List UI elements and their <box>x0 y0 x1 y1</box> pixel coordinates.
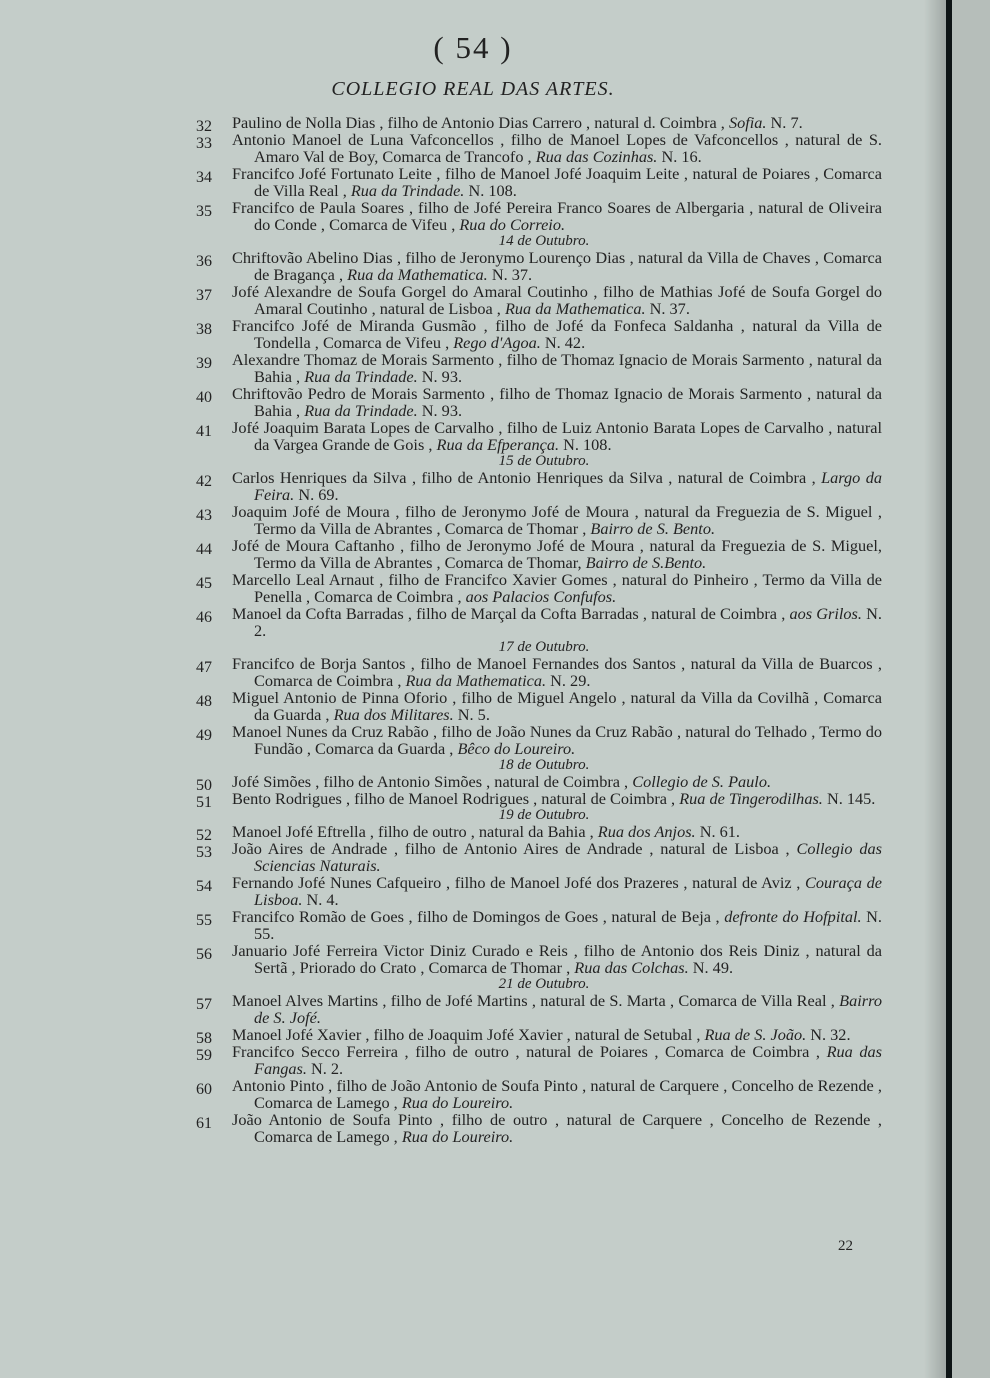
entry-number: 53 <box>196 844 212 861</box>
entry-number: 37 <box>196 287 212 304</box>
entry-address: Rego d'Agoa. <box>453 333 541 352</box>
register-entry <box>0 1077 946 1111</box>
entry-description: Bento Rodrigues , filho de Manoel Rodrigues , natural de Coimbra , <box>232 789 680 808</box>
entry-house-number: N. 108. <box>559 435 612 454</box>
entry-description: Jofé Joaquim Barata Lopes de Carvalho , filho de Luiz Antonio Barata Lopes de Carvalho , natural da Vargea Grande de Gois , <box>232 418 882 454</box>
entry-address: defronte do Hofpital. <box>724 907 862 926</box>
register-entry <box>0 131 946 165</box>
entry-address: Rua da Mathematica. <box>405 671 547 690</box>
entry-description: Francifco Jofé de Miranda Gusmão , filho de Jofé da Fonfeca Saldanha , natural da Villa de Tondella , Comarca de Vifeu , <box>232 316 882 352</box>
entry-address: Rua das Colchas. <box>574 958 689 977</box>
entry-house-number: N. 55. <box>254 907 883 943</box>
entry-description: Francifco Romão de Goes , filho de Domingos de Goes , natural de Beja , <box>232 907 725 926</box>
entry-text <box>232 655 882 689</box>
entry-text <box>232 503 882 537</box>
register-entry <box>0 1111 946 1145</box>
entry-number: 33 <box>196 135 212 152</box>
entry-text <box>232 537 882 571</box>
entry-house-number: N. 93. <box>417 367 463 386</box>
entry-number: 47 <box>196 659 212 676</box>
entry-number: 49 <box>196 727 212 744</box>
register-entry <box>0 537 946 571</box>
entry-address: Bêco do Loureiro. <box>457 739 576 758</box>
register-entry <box>0 385 946 419</box>
entry-description: Jofé Alexandre de Soufa Gorgel do Amaral Coutinho , filho de Mathias Jofé de Soufa Gorgel do Amaral Coutinho , natural de Lisboa , <box>232 282 882 318</box>
entry-description: Alexandre Thomaz de Morais Sarmento , filho de Thomaz Ignacio de Morais Sarmento , natural da Bahia , <box>232 350 882 386</box>
entry-description: Fernando Jofé Nunes Cafqueiro , filho de Manoel Jofé dos Prazeres , natural de Aviz , <box>232 873 805 892</box>
entry-number: 40 <box>196 389 212 406</box>
entry-number: 41 <box>196 423 212 440</box>
entry-address: Rua da Efperança. <box>436 435 560 454</box>
register-entry <box>0 469 946 503</box>
entry-description: Manoel Jofé Xavier , filho de Joaquim Jofé Xavier , natural de Setubal , <box>232 1025 705 1044</box>
register-entry <box>0 503 946 537</box>
entry-address: Collegio de S. Paulo. <box>632 772 772 791</box>
entry-number: 45 <box>196 575 212 592</box>
entry-house-number: N. 32. <box>806 1025 851 1044</box>
entry-text <box>232 605 882 639</box>
entry-address: Rua dos Militares. <box>333 705 454 724</box>
entry-text <box>232 823 882 840</box>
entry-number: 58 <box>196 1030 212 1047</box>
entry-address: aos Palacios Confufos. <box>465 587 617 606</box>
entry-house-number: N. 37. <box>645 299 690 318</box>
entry-text <box>232 1043 882 1077</box>
entry-number: 46 <box>196 609 212 626</box>
entry-address: Bairro de S. Jofé. <box>254 991 882 1027</box>
entry-description: Januario Jofé Ferreira Victor Diniz Curado e Reis , filho de Antonio dos Reis Diniz , natural da Sertã , Priorado do Crato , Comarca de Thomar , <box>232 941 882 977</box>
entry-text <box>232 790 882 807</box>
entry-description: Marcello Leal Arnaut , filho de Francifco Xavier Gomes , natural do Pinheiro , Termo da Villa de Penella , Comarca de Coimbra , <box>232 570 882 606</box>
entry-address: Sofia. <box>728 113 767 132</box>
register-entry <box>0 571 946 605</box>
entry-address: Rua de Tingerodilhas. <box>679 789 823 808</box>
entry-number: 51 <box>196 794 212 811</box>
entry-text <box>232 317 882 351</box>
entry-address: Couraça de Lisboa. <box>254 873 882 909</box>
entry-house-number: N. 145. <box>822 789 876 808</box>
date-heading: 19 de Outubro. <box>498 807 590 823</box>
entry-number: 56 <box>196 946 212 963</box>
entry-number: 55 <box>196 912 212 929</box>
entry-number: 34 <box>196 169 212 186</box>
register-entry <box>0 655 946 689</box>
entry-address: Rua da Mathematica. <box>504 299 646 318</box>
entry-description: Manoel Jofé Eftrella , filho de outro , natural da Bahia , <box>232 822 598 841</box>
entry-address: aos Grilos. <box>789 604 862 623</box>
register-entry <box>0 283 946 317</box>
entry-address: Rua da Trindade. <box>304 367 418 386</box>
signature-mark: 22 <box>838 1238 853 1254</box>
entry-number: 59 <box>196 1047 212 1064</box>
entry-number: 35 <box>196 203 212 220</box>
entry-text <box>232 131 882 165</box>
entry-number: 42 <box>196 473 212 490</box>
register-entry <box>0 874 946 908</box>
entry-house-number: N. 5. <box>453 705 490 724</box>
entry-description: Joaquim Jofé de Moura , filho de Jeronymo Jofé de Moura , natural da Freguezia de S. Miguel , Termo da Villa de Abrantes , Comarca de Thomar , <box>232 502 882 538</box>
entry-address: Rua do Loureiro. <box>401 1093 514 1112</box>
entry-address: Rua da Mathematica. <box>347 265 488 284</box>
entry-text <box>232 283 882 317</box>
register-entry <box>0 840 946 874</box>
register-list <box>0 114 946 1145</box>
register-entry <box>0 1025 946 1047</box>
entry-description: João Antonio de Soufa Pinto , filho de outro , natural de Carquere , Concelho de Rezende , Comarca de Lamego , <box>232 1110 882 1146</box>
entry-text <box>232 114 882 131</box>
register-entry <box>0 689 946 723</box>
entry-number: 50 <box>196 777 212 794</box>
entry-text <box>232 942 882 976</box>
entry-house-number: N. 37. <box>487 265 533 284</box>
entry-description: Francifco Jofé Fortunato Leite , filho de Manoel Jofé Joaquim Leite , natural de Poiares , Comarca de Villa Real , <box>232 164 882 200</box>
entry-description: Francifco Secco Ferreira , filho de outro , natural de Poiares , Comarca de Coimbra , <box>232 1042 827 1061</box>
entry-text <box>232 165 882 199</box>
entry-text <box>232 773 882 790</box>
entry-description: Jofé de Moura Caftanho , filho de Jeronymo Jofé de Moura , natural da Freguezia de S. Miguel, Termo da Villa de Abrantes , Comarca de Thomar, <box>232 536 882 572</box>
register-entry <box>0 419 946 453</box>
entry-house-number: N. 108. <box>464 181 517 200</box>
register-entry <box>0 351 946 385</box>
entry-text <box>232 992 882 1026</box>
entry-number: 38 <box>196 321 212 338</box>
entry-number: 57 <box>196 996 212 1013</box>
entry-number: 36 <box>196 253 212 270</box>
entry-number: 60 <box>196 1081 212 1098</box>
entry-number: 48 <box>196 693 212 710</box>
entry-address: Bairro de S. Bento. <box>590 519 716 538</box>
entry-text <box>232 249 882 283</box>
entry-house-number: N. 2. <box>254 604 882 640</box>
entry-house-number: N. 2. <box>306 1059 344 1078</box>
entry-number: 44 <box>196 541 212 558</box>
entry-address: Rua da Trindade. <box>304 401 418 420</box>
entry-description: Manoel Nunes da Cruz Rabão , filho de João Nunes da Cruz Rabão , natural do Telhado , Termo do Fundão , Comarca da Guarda , <box>232 722 882 758</box>
date-heading: 17 de Outubro. <box>498 639 590 655</box>
entry-house-number: N. 69. <box>294 485 339 504</box>
entry-text <box>232 1111 882 1145</box>
entry-text <box>232 1077 882 1111</box>
entry-description: Francifco de Paula Soares , filho de Jofé Pereira Franco Soares de Albergaria , natural de Oliveira do Conde , Comarca de Vifeu , <box>232 198 882 234</box>
page-number: ( 54 ) <box>433 30 513 65</box>
register-entry <box>0 723 946 757</box>
entry-text <box>232 1026 882 1043</box>
entry-address: Rua do Correio. <box>459 215 566 234</box>
entry-house-number: N. 4. <box>302 890 339 909</box>
entry-number: 43 <box>196 507 212 524</box>
entry-address: Rua dos Anjos. <box>597 822 696 841</box>
entry-address: Rua do Loureiro. <box>401 1127 514 1146</box>
register-entry <box>0 317 946 351</box>
facing-page-edge <box>952 0 990 1378</box>
entry-house-number: N. 42. <box>540 333 586 352</box>
entry-text <box>232 874 882 908</box>
entry-text <box>232 723 882 757</box>
register-entry <box>0 942 946 976</box>
entry-description: Antonio Manoel de Luna Vafconcellos , filho de Manoel Lopes de Vafconcellos , natural de S. Amaro Val de Boy, Comarca de Trancofo , <box>232 130 882 166</box>
entry-address: Collegio das Sciencias Naturais. <box>254 839 882 875</box>
page-title: COLLEGIO REAL DAS ARTES. <box>331 78 615 100</box>
entry-address: Rua das Cozinhas. <box>535 147 658 166</box>
entry-house-number: N. 7. <box>766 113 803 132</box>
register-entry <box>0 199 946 233</box>
entry-number: 32 <box>196 118 212 135</box>
register-entry <box>0 165 946 199</box>
entry-address: Rua da Trindade. <box>350 181 465 200</box>
entry-description: Chriftovão Pedro de Morais Sarmento , filho de Thomaz Ignacio de Morais Sarmento , natural da Bahia , <box>232 384 882 420</box>
entry-text <box>232 840 882 874</box>
entry-description: Francifco de Borja Santos , filho de Manoel Fernandes dos Santos , natural da Villa de Buarcos , Comarca de Coimbra , <box>232 654 882 690</box>
date-heading: 15 de Outubro. <box>498 453 590 469</box>
entry-address: Largo da Feira. <box>254 468 882 504</box>
entry-description: Paulino de Nolla Dias , filho de Antonio Dias Carrero , natural d. Coimbra , <box>232 113 729 132</box>
entry-text <box>232 908 882 942</box>
entry-number: 52 <box>196 827 212 844</box>
entry-address: Rua das Fangas. <box>254 1042 882 1078</box>
register-entry <box>0 113 946 135</box>
entry-description: Manoel Alves Martins , filho de Jofé Martins , natural de S. Marta , Comarca de Villa Real , <box>232 991 840 1010</box>
date-heading: 14 de Outubro. <box>498 233 590 249</box>
entry-description: Manoel da Cofta Barradas , filho de Marçal da Cofta Barradas , natural de Coimbra , <box>232 604 790 623</box>
entry-number: 54 <box>196 878 212 895</box>
entry-description: João Aires de Andrade , filho de Antonio Aires de Andrade , natural de Lisboa , <box>232 839 797 858</box>
date-heading: 21 de Outubro. <box>498 976 590 992</box>
register-entry <box>0 908 946 942</box>
entry-house-number: N. 61. <box>695 822 740 841</box>
entry-description: Jofé Simões , filho de Antonio Simões , natural de Coimbra , <box>232 772 633 791</box>
entry-description: Miguel Antonio de Pinna Oforio , filho de Miguel Angelo , natural da Villa da Covilhã , Comarca da Guarda , <box>232 688 882 724</box>
entry-text <box>232 385 882 419</box>
entry-number: 39 <box>196 355 212 372</box>
date-heading: 18 de Outubro. <box>498 757 590 773</box>
register-entry <box>0 772 946 794</box>
entry-house-number: N. 93. <box>417 401 463 420</box>
entry-text <box>232 199 882 233</box>
register-entry <box>0 605 946 639</box>
entry-text <box>232 419 882 453</box>
register-entry <box>0 822 946 844</box>
entry-text <box>232 689 882 723</box>
entry-text <box>232 469 882 503</box>
entry-text <box>232 571 882 605</box>
entry-description: Antonio Pinto , filho de João Antonio de Soufa Pinto , natural de Carquere , Concelho de Rezende , Comarca de Lamego , <box>232 1076 882 1112</box>
entry-house-number: N. 16. <box>657 147 702 166</box>
entry-number: 61 <box>196 1115 212 1132</box>
entry-description: Carlos Henriques da Silva , filho de Antonio Henriques da Silva , natural de Coimbra , <box>232 468 822 487</box>
entry-text <box>232 351 882 385</box>
register-entry <box>0 789 946 811</box>
register-entry <box>0 1043 946 1077</box>
register-entry <box>0 992 946 1026</box>
entry-address: Rua de S. João. <box>704 1025 807 1044</box>
register-entry <box>0 249 946 283</box>
entry-house-number: N. 49. <box>688 958 734 977</box>
entry-address: Bairro de S.Bento. <box>585 553 707 572</box>
entry-description: Chriftovão Abelino Dias , filho de Jeronymo Lourenço Dias , natural da Villa de Chaves , Comarca de Bragança , <box>232 248 882 284</box>
entry-house-number: N. 29. <box>546 671 591 690</box>
